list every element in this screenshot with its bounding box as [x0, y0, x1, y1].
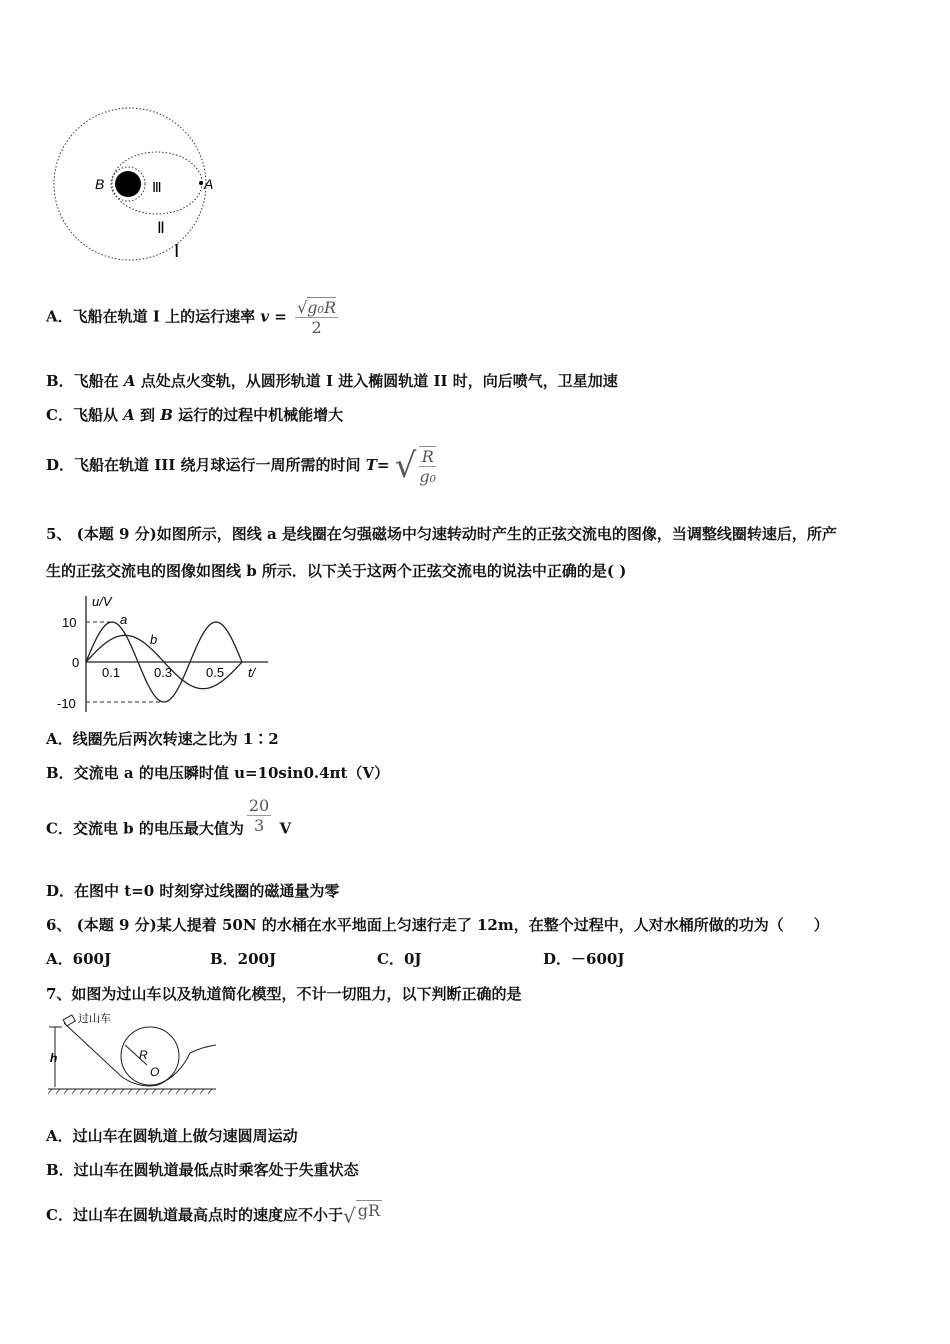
q6-option-c[interactable]: C．0J — [377, 950, 422, 968]
q6-option-d[interactable]: D．－600J — [543, 950, 625, 968]
y-axis-label: u/V — [92, 594, 112, 609]
ground-hatch — [48, 1089, 212, 1094]
q6-option-a[interactable]: A．600J — [46, 950, 112, 968]
q5-stem-line1: 5、 (本题 9 分)如图所示，图线 a 是线圈在匀强磁场中匀速转动时产生的正弦交流电的图像，当调整线圈转速后，所产 — [46, 525, 837, 543]
q7-option-b[interactable]: B．过山车在圆轨道最低点时乘客处于失重状态 — [46, 1161, 359, 1179]
label-orbit1: Ⅰ — [174, 241, 180, 261]
label-a: A — [204, 176, 214, 192]
ytick-0: 0 — [72, 655, 80, 670]
q5-option-c[interactable]: C．交流电 b 的电压最大值为 $\frac{20}{3}$ V — [46, 796, 292, 838]
q6-stem: 6、 (本题 9 分)某人提着 50N 的水桶在水平地面上匀速行走了 12m，在整个过程中，人对水桶所做的功为（ ） — [46, 916, 829, 934]
roller-coaster-diagram — [40, 1005, 230, 1100]
o-label: O — [150, 1065, 160, 1079]
label-b: B — [95, 176, 105, 192]
ytick-minus10: -10 — [57, 696, 76, 711]
xtick-0.5: 0.5 — [206, 665, 225, 680]
xtick-0.3: 0.3 — [154, 665, 173, 680]
point-a — [199, 181, 203, 185]
q7-option-c[interactable]: C．过山车在圆轨道最高点时的速度应不小于√ gR — [46, 1201, 380, 1228]
q4-option-c[interactable]: C．飞船从 A 到 B 运行的过程中机械能增大 — [46, 406, 344, 424]
fraction: $\frac{20}{3}$ — [248, 796, 270, 835]
h-label: h — [50, 1051, 58, 1065]
q7-option-a[interactable]: A．过山车在圆轨道上做匀速圆周运动 — [46, 1127, 298, 1145]
fraction: $\frac{\text{√g₀R}}{2}$ — [297, 298, 336, 337]
q5-option-a[interactable]: A．线圈先后两次转速之比为 1∶2 — [46, 730, 279, 748]
ytick-10: 10 — [62, 615, 77, 630]
label-orbit3: Ⅲ — [152, 179, 162, 195]
q6-option-b[interactable]: B．200J — [210, 950, 277, 968]
r-label: R — [139, 1048, 148, 1062]
q7-stem: 7、如图为过山车以及轨道简化模型，不计一切阻力，以下判断正确的是 — [46, 985, 522, 1003]
q4-option-b[interactable]: B．飞船在 A 点处点火变轨，从圆形轨道 I 进入椭圆轨道 II 时，向后喷气，卫星加速 — [46, 372, 618, 390]
xtick-0.1: 0.1 — [102, 665, 121, 680]
ac-voltage-chart — [40, 592, 280, 717]
moon — [115, 171, 141, 197]
label-orbit2: Ⅱ — [157, 220, 165, 237]
q5-option-d[interactable]: D．在图中 t=0 时刻穿过线圈的磁通量为零 — [46, 882, 340, 900]
x-axis-label: t/ — [248, 665, 256, 680]
q5-stem-line2: 生的正弦交流电的图像如图线 b 所示．以下关于这两个正弦交流电的说法中正确的是( ) — [46, 562, 627, 580]
car-label: 过山车 — [78, 1013, 111, 1025]
series-a-label: a — [120, 612, 128, 627]
series-b-label: b — [150, 632, 158, 647]
q4-option-a[interactable]: A．飞船在轨道 I 上的运行速率 v = $\frac{\text{√g₀R}}{2}$ — [46, 298, 336, 337]
q4-option-d[interactable]: D．飞船在轨道 III 绕月球运行一周所需的时间 T= √ $\frac{R}{\text{g₀}}$ — [46, 446, 437, 486]
q5-option-b[interactable]: B．交流电 a 的电压瞬时值 u=10sin0.4πt（V） — [46, 764, 390, 782]
fraction: $\frac{R}{\text{g₀}}$ — [419, 447, 437, 486]
orbit-diagram — [40, 100, 230, 270]
